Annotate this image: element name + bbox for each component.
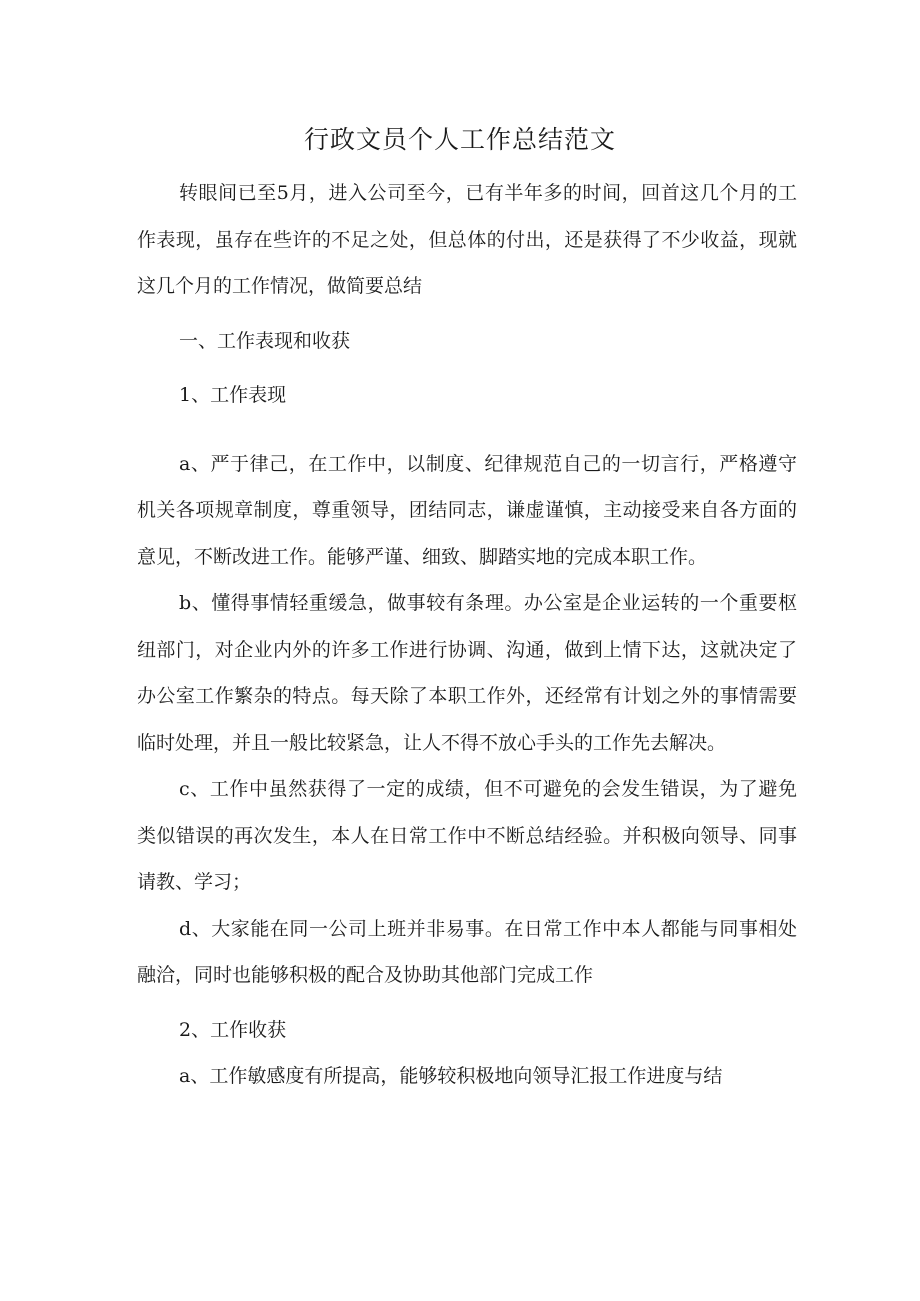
item-d-paragraph: d、大家能在同一公司上班并非易事。在日常工作中本人都能与同事相处融洽，同时也能够积极的配合及协助其他部门完成工作 (137, 917, 797, 986)
item-a-paragraph: a、严于律己，在工作中，以制度、纪律规范自己的一切言行，严格遵守机关各项规章制度，尊重领导，团结同志，谦虚谨慎，主动接受来自各方面的意见，不断改进工作。能够严谨、细致、脚踏实地的完成本职工作。 (137, 452, 797, 568)
document-body (137, 170, 797, 1100)
item2-a-paragraph: a、工作敏感度有所提高，能够较积极地向领导汇报工作进度与结 (179, 1065, 723, 1087)
item-c-paragraph: c、工作中虽然获得了一定的成绩，但不可避免的会发生错误，为了避免类似错误的再次发生，本人在日常工作中不断总结经验。并积极向领导、同事请教、学习； (137, 778, 797, 893)
intro-paragraph: 转眼间已至5月，进入公司至今，已有半年多的时间，回首这几个月的工作表现，虽存在些许的不足之处，但总体的付出，还是获得了不少收益，现就这几个月的工作情况，做简要总结 (137, 182, 797, 297)
item-b-paragraph: b、懂得事情轻重缓急，做事较有条理。办公室是企业运转的一个重要枢纽部门，对企业内外的许多工作进行协调、沟通，做到上情下达，这就决定了办公室工作繁杂的特点。每天除了本职工作外，还经常有计划之外的事情需要临时处理，并且一般比较紧急，让人不得不放心手头的工作先去解决。 (137, 592, 797, 754)
subsection-heading-work-performance: 1、工作表现 (179, 384, 287, 406)
document-title: 行政文员个人工作总结范文 (303, 125, 616, 154)
section-heading-performance-and-gains: 一、工作表现和收获 (179, 329, 351, 352)
subsection-heading-work-gains: 2、工作收获 (179, 1018, 287, 1041)
